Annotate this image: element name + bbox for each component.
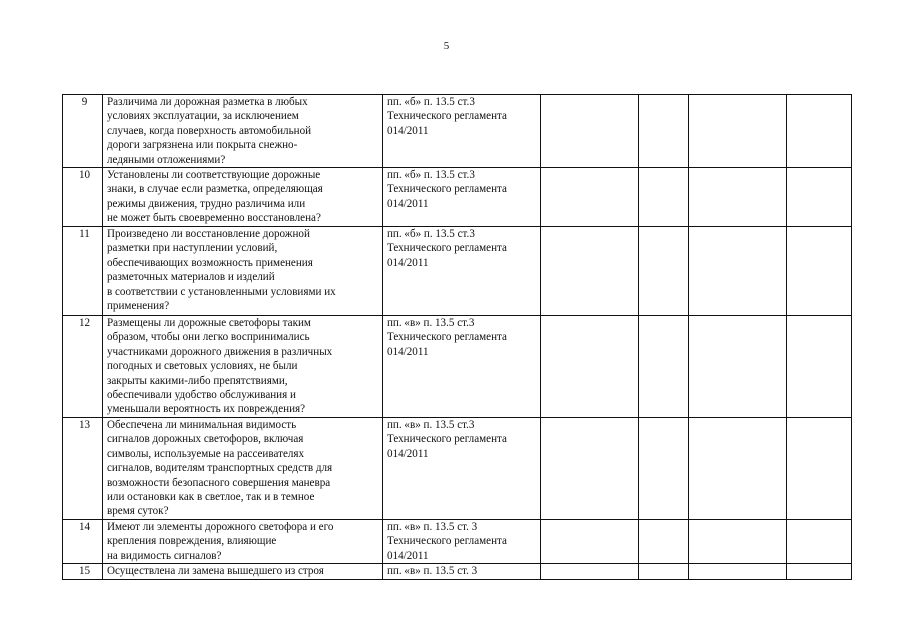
question-line: Размещены ли дорожные светофоры таким — [107, 317, 311, 330]
question-line: Имеют ли элементы дорожного светофора и его — [107, 521, 334, 534]
table-row — [63, 564, 852, 579]
answer-cell-4[interactable] — [787, 418, 852, 520]
reference-line: 014/2011 — [387, 345, 429, 358]
question-cell — [103, 418, 383, 520]
row-number: 13 — [63, 418, 103, 520]
question-line: разметки при наступлении условий, — [107, 242, 278, 255]
table-row — [63, 316, 852, 418]
checklist-body — [63, 95, 852, 580]
question-cell — [103, 227, 383, 316]
answer-cell-4[interactable] — [787, 95, 852, 168]
question-line: на видимость сигналов? — [107, 549, 222, 562]
table-row — [63, 227, 852, 316]
table-row — [63, 95, 852, 168]
answer-cell-1[interactable] — [541, 564, 639, 579]
reference-cell — [383, 227, 541, 316]
answer-cell-1[interactable] — [541, 418, 639, 520]
reference-line: 014/2011 — [387, 124, 429, 137]
reference-line: Технического регламента — [387, 433, 507, 446]
answer-cell-2[interactable] — [639, 168, 689, 227]
answer-cell-2[interactable] — [639, 564, 689, 579]
answer-cell-3[interactable] — [689, 418, 787, 520]
answer-cell-4[interactable] — [787, 168, 852, 227]
question-cell — [103, 95, 383, 168]
question-line: Различима ли дорожная разметка в любых — [107, 96, 308, 108]
reference-line: пп. «в» п. 13.5 ст. 3 — [387, 565, 478, 578]
question-line: закрыты какими-либо препятствиями, — [107, 374, 288, 387]
reference-line: пп. «в» п. 13.5 ст.3 — [387, 419, 475, 432]
question-line: условиях эксплуатации, за исключением — [107, 110, 299, 123]
question-cell — [103, 316, 383, 418]
table-row — [63, 520, 852, 564]
reference-cell — [383, 520, 541, 564]
answer-cell-4[interactable] — [787, 316, 852, 418]
question-line: дороги загрязнена или покрыта снежно- — [107, 139, 298, 152]
reference-line: 014/2011 — [387, 256, 429, 269]
reference-line: 014/2011 — [387, 549, 429, 562]
question-line: погодных и световых условиях, не были — [107, 360, 298, 373]
question-line: Обеспечена ли минимальная видимость — [107, 419, 297, 432]
question-line: обеспечивали удобство обслуживания и — [107, 389, 296, 402]
question-cell — [103, 168, 383, 227]
reference-line: пп. «б» п. 13.5 ст.3 — [387, 96, 475, 108]
question-line: крепления повреждения, влияющие — [107, 535, 277, 548]
answer-cell-2[interactable] — [639, 227, 689, 316]
reference-line: пп. «б» п. 13.5 ст.3 — [387, 169, 475, 182]
question-cell — [103, 564, 383, 579]
answer-cell-1[interactable] — [541, 95, 639, 168]
question-line: символы, используемые на рассеивателях — [107, 447, 305, 460]
question-line: обеспечивающих возможность применения — [107, 256, 313, 269]
row-number: 9 — [63, 95, 103, 168]
question-line: участниками дорожного движения в различных — [107, 345, 333, 358]
question-cell — [103, 520, 383, 564]
answer-cell-1[interactable] — [541, 168, 639, 227]
reference-cell — [383, 95, 541, 168]
question-line: возможности безопасного совершения маневра — [107, 476, 331, 489]
question-line: сигналов дорожных светофоров, включая — [107, 433, 304, 446]
question-line: ледяными отложениями? — [107, 153, 226, 166]
answer-cell-3[interactable] — [689, 520, 787, 564]
row-number: 14 — [63, 520, 103, 564]
question-line: образом, чтобы они легко воспринимались — [107, 331, 310, 344]
row-number: 10 — [63, 168, 103, 227]
row-number: 12 — [63, 316, 103, 418]
answer-cell-2[interactable] — [639, 95, 689, 168]
answer-cell-3[interactable] — [689, 227, 787, 316]
answer-cell-4[interactable] — [787, 564, 852, 579]
checklist-table — [62, 94, 852, 580]
reference-cell — [383, 316, 541, 418]
answer-cell-3[interactable] — [689, 95, 787, 168]
page-number: 5 — [443, 40, 450, 52]
question-line: применения? — [107, 300, 170, 313]
question-line: случаев, когда поверхность автомобильной — [107, 124, 312, 137]
question-line: уменьшали вероятность их повреждения? — [107, 403, 306, 416]
reference-line: пп. «в» п. 13.5 ст. 3 — [387, 521, 478, 534]
reference-cell — [383, 418, 541, 520]
reference-line: Технического регламента — [387, 242, 507, 255]
reference-line: Технического регламента — [387, 331, 507, 344]
answer-cell-3[interactable] — [689, 168, 787, 227]
question-line: Установлены ли соответствующие дорожные — [107, 169, 321, 182]
question-line: разметочных материалов и изделий — [107, 271, 275, 284]
answer-cell-1[interactable] — [541, 316, 639, 418]
question-line: сигналов, водителям транспортных средств для — [107, 462, 333, 475]
row-number: 15 — [63, 564, 103, 579]
answer-cell-1[interactable] — [541, 227, 639, 316]
reference-line: Технического регламента — [387, 110, 507, 123]
question-line: время суток? — [107, 505, 169, 518]
question-line: знаки, в случае если разметка, определяющая — [107, 183, 323, 196]
table-row — [63, 168, 852, 227]
reference-line: 014/2011 — [387, 197, 429, 210]
answer-cell-3[interactable] — [689, 564, 787, 579]
reference-line: 014/2011 — [387, 447, 429, 460]
question-line: Произведено ли восстановление дорожной — [107, 228, 310, 241]
reference-cell — [383, 564, 541, 579]
answer-cell-2[interactable] — [639, 418, 689, 520]
question-line: в соответствии с установленными условиями их — [107, 285, 336, 298]
reference-line: Технического регламента — [387, 183, 507, 196]
reference-line: пп. «в» п. 13.5 ст.3 — [387, 317, 475, 330]
answer-cell-2[interactable] — [639, 520, 689, 564]
answer-cell-4[interactable] — [787, 520, 852, 564]
answer-cell-2[interactable] — [639, 316, 689, 418]
answer-cell-4[interactable] — [787, 227, 852, 316]
reference-line: Технического регламента — [387, 535, 507, 548]
question-line: не может быть своевременно восстановлена? — [107, 212, 321, 225]
question-line: режимы движения, трудно различима или — [107, 197, 306, 210]
question-line: Осуществлена ли замена вышедшего из строя — [107, 565, 324, 578]
row-number: 11 — [63, 227, 103, 316]
answer-cell-3[interactable] — [689, 316, 787, 418]
table-row — [63, 418, 852, 520]
answer-cell-1[interactable] — [541, 520, 639, 564]
reference-line: пп. «б» п. 13.5 ст.3 — [387, 228, 475, 241]
question-line: или остановки как в светлое, так и в темное — [107, 491, 315, 504]
reference-cell — [383, 168, 541, 227]
